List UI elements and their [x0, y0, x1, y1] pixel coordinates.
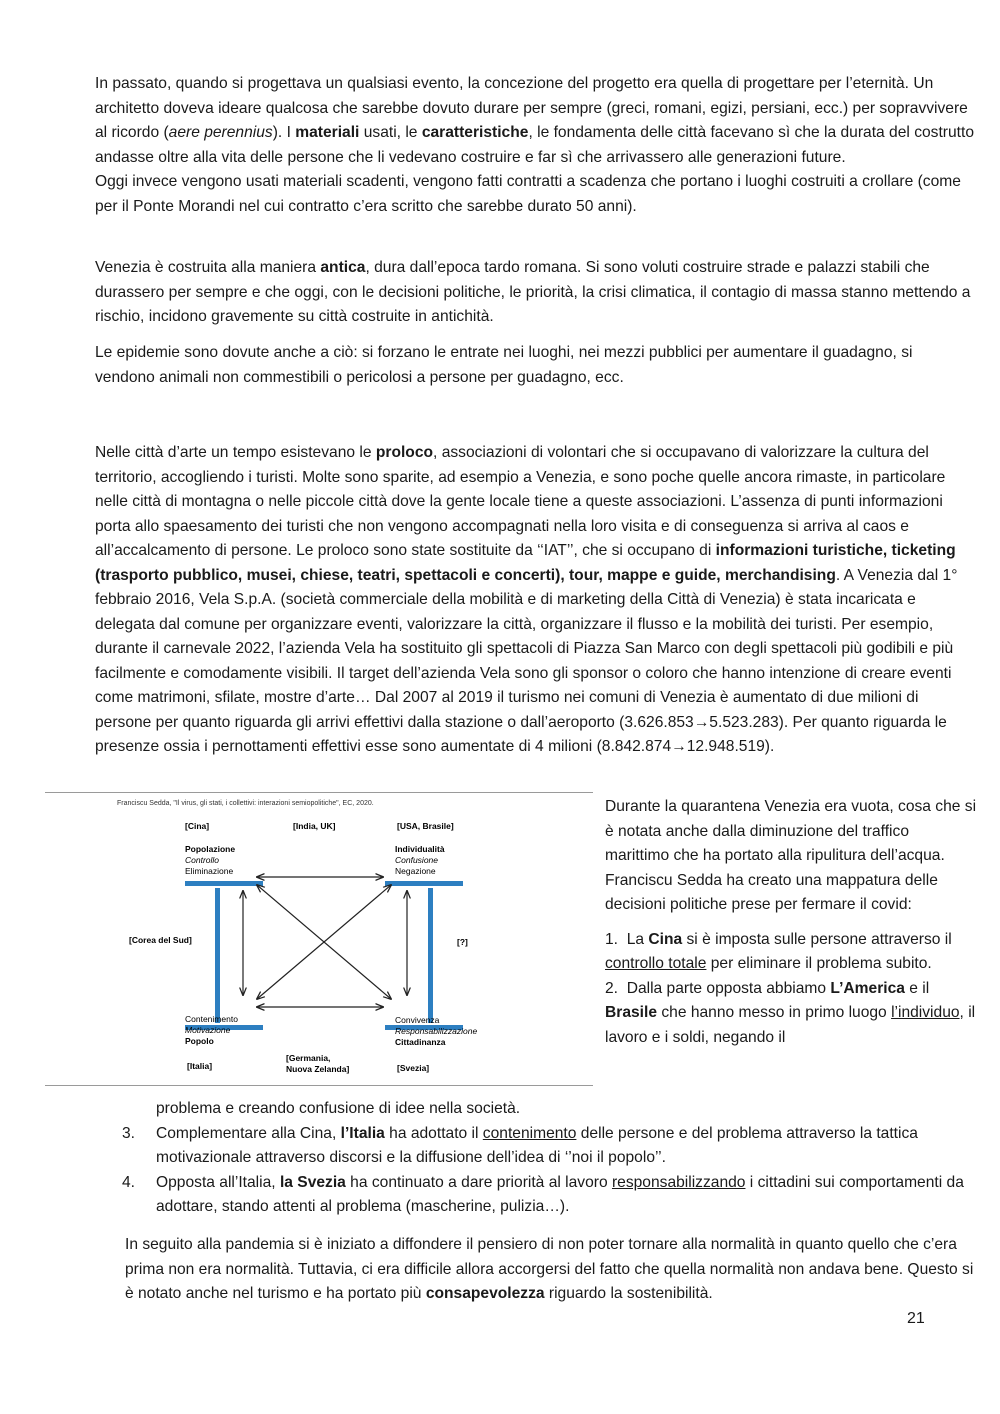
- italic-text: aere perennius: [168, 124, 273, 141]
- bold-text: consapevolezza: [425, 1285, 545, 1302]
- side-column-text: [605, 795, 977, 1050]
- top-right-bar: [385, 881, 463, 886]
- semiotic-square-diagram: [45, 793, 593, 1083]
- paragraph-proloco: [95, 441, 975, 760]
- term-controllo: Controllo: [185, 855, 220, 865]
- term-motivazione: Motivazione: [185, 1025, 231, 1035]
- text: per eliminare il problema subito.: [706, 955, 932, 972]
- underlined-text: l’individuo: [891, 1004, 960, 1021]
- text: riguardo la sostenibilità.: [544, 1285, 713, 1302]
- term-convivenza: Convivenza: [395, 1015, 440, 1025]
- page-number: 21: [907, 1310, 925, 1327]
- numbered-list-continued: [95, 1097, 975, 1220]
- text: Opposta all’Italia,: [156, 1173, 280, 1191]
- paragraph-epidemie: Le epidemie sono dovute anche a ciò: si forzano le entrate nei luoghi, nei mezzi pubblici per aumentare il guadagno, si vendono animali non commestibili o pericolosi a persone per guadagno, ecc.: [95, 344, 913, 386]
- text: , il lavoro e i soldi, negando il: [605, 1004, 976, 1046]
- text: Nelle città d’arte un tempo esistevano le: [95, 444, 376, 461]
- bold-text: Cina: [648, 930, 683, 948]
- label-svezia: [Svezia]: [397, 1063, 430, 1073]
- list-item-4: [95, 1171, 975, 1220]
- text: Complementare alla Cina,: [156, 1124, 341, 1142]
- label-cina: [Cina]: [185, 821, 210, 831]
- label-unknown: [?]: [457, 937, 468, 947]
- underlined-text: contenimento: [482, 1124, 577, 1142]
- bold-text: Brasile: [605, 1004, 658, 1021]
- bold-text: caratteristiche: [421, 124, 529, 141]
- text: delle persone e del problema attraverso la tattica motivazionale attraverso discorsi e la diffusione dell’idea di ‘’noi il popolo’’.: [156, 1124, 918, 1166]
- sedda-diagram-figure: [45, 792, 593, 1086]
- list-item-2: [605, 977, 977, 1051]
- top-left-bar: [185, 881, 263, 886]
- list-number: 1.: [605, 930, 619, 948]
- text: ha continuato a dare priorità al lavoro: [345, 1173, 612, 1191]
- left-vertical-bar: [215, 888, 220, 1023]
- underlined-text: responsabilizzando: [611, 1173, 746, 1191]
- bold-text: informazioni turistiche, ticketing (trasporto pubblico, musei, chiese, teatri, spettacoli e concerti), tour, mappe e guide, merchandising: [95, 542, 956, 584]
- bold-text: materiali: [295, 124, 360, 141]
- list-item-2-continuation: [95, 1097, 975, 1122]
- term-negazione: Negazione: [395, 866, 436, 876]
- bold-text: la Svezia: [279, 1173, 346, 1191]
- list-number: 2.: [605, 979, 619, 997]
- list-item-3: [95, 1122, 975, 1171]
- term-eliminazione: Eliminazione: [185, 866, 234, 876]
- label-nuova-zelanda: Nuova Zelanda]: [286, 1064, 350, 1074]
- term-cittadinanza: Cittadinanza: [395, 1037, 446, 1047]
- paragraph-past-architecture: [95, 72, 975, 219]
- bold-text: proloco: [375, 444, 434, 461]
- paragraph-normalita: [125, 1233, 975, 1307]
- text: usati, le: [359, 124, 422, 141]
- text: ha adottato il: [384, 1124, 483, 1142]
- text: , associazioni di volontari che si occupavano di valorizzare la cultura del territorio, accogliendo i turisti. Molte sono sparite, ad esempio a Venezia, e sono poche quelle ancora rimaste, in particolare nelle città di montagna o nelle piccole città dove la gente locale tiene a queste associazioni. L’assenza di punti informazioni porta allo spaesamento dei turisti che non vengono accompagnati nella loro visita e di conseguenza si arriva al caos e all’accalcamento di persone. Le proloco sono state sostituite da ‘‘IAT’’, che si occupano di: [95, 444, 946, 559]
- text: i cittadini sui comportamenti da adottare, stando attenti al problema (mascherine, pulizia…).: [156, 1173, 964, 1215]
- text: Venezia è costruita alla maniera: [95, 259, 321, 276]
- label-germania: [Germania,: [286, 1053, 331, 1063]
- text: e il: [904, 979, 930, 997]
- term-confusione: Confusione: [395, 855, 439, 865]
- text: ). I: [272, 124, 296, 141]
- text: problema e creando confusione di idee nella società.: [156, 1100, 521, 1117]
- label-italia: [Italia]: [187, 1061, 213, 1071]
- bold-text: antica: [320, 259, 366, 276]
- term-individualita: Individualità: [395, 844, 445, 854]
- text: Oggi invece vengono usati materiali scadenti, vengono fatti contratti a scadenza che portano i luoghi costruiti a crollare (come per il Ponte Morandi nel cui contratto c’era scritto che sarebbe durato 50 anni).: [95, 173, 961, 215]
- text: La: [626, 930, 649, 948]
- quarantena-paragraph: Durante la quarantena Venezia era vuota, cosa che si è notata anche dalla diminuzione del traffico marittimo che ha portato alla ripulitura dell’acqua. Franciscu Sedda ha creato una mappatura delle decisioni politiche prese per fermare il covid:: [605, 798, 977, 913]
- text: si è imposta sulle persone attraverso il: [682, 930, 952, 948]
- text: , le fondamenta delle città facevano sì che la durata del costrutto andasse oltre alla vita delle persone che li vedevano costruire e far sì che arrivassero alle generazioni future.: [95, 124, 974, 166]
- text: . A Venezia dal 1° febbraio 2016, Vela S.p.A. (società commerciale della mobilità e di marketing della Città di Venezia) è stata incaricata e delegata dal comune per organizzare eventi, valorizzare la città, organizzare il flusso e la mobilità dei turisti. Per esempio, durante il carnevale 2022, l’azienda Vela ha sostituito gli spettacoli di Piazza San Marco con degli spettacoli più godibili e più facilmente e comodamente visibili. Il target dell’azienda Vela sono gli sponsor o coloro che hanno intenzione di creare eventi come matrimoni, sfilate, mostre d’arte… Dal 2007 al 2019 il turismo nei comuni di Venezia è aumentato di due milioni di persone per quanto riguarda gli arrivi effettivi dalla stazione o dall’aeroporto (3.626.853→5.523.283). Per quanto riguarda le presenze ossia i pernottamenti effettivi esse sono aumentate di 4 milioni (8.842.874→12.948.519).: [95, 566, 958, 755]
- right-vertical-bar: [428, 888, 433, 1023]
- label-india-uk: [India, UK]: [293, 821, 336, 831]
- list-number: 3.: [122, 1124, 136, 1142]
- text: , dura dall’epoca tardo romana. Si sono voluti costruire strade e palazzi stabili che durassero per sempre e che oggi, con le decisioni politiche, le priorità, la crisi climatica, il contagio di massa stanno mettendo a rischio, incidono gravemente su città costruite in antichità.: [95, 259, 971, 325]
- text: che hanno messo in primo luogo: [657, 1004, 892, 1021]
- text: In seguito alla pandemia si è iniziato a diffondere il pensiero di non poter tornare alla normalità in quanto quello che c’era prima non era normalità. Tuttavia, ci era difficile allora accorgersi del fatto che quella normalità non andava bene. Questo si è notato anche nel turismo e ha portato più: [125, 1236, 974, 1302]
- list-item-1: [605, 928, 977, 977]
- underlined-text: controllo totale: [605, 955, 707, 972]
- label-corea-del-sud: [Corea del Sud]: [129, 935, 192, 945]
- term-popolazione: Popolazione: [185, 844, 236, 854]
- list-number: 4.: [122, 1173, 136, 1191]
- term-popolo: Popolo: [185, 1036, 214, 1046]
- paragraph-venezia: [95, 256, 975, 330]
- bold-text: L’America: [830, 979, 905, 997]
- term-contenimento: Contenimento: [185, 1014, 238, 1024]
- label-usa-brasile: [USA, Brasile]: [397, 821, 454, 831]
- term-responsabilizzazione: Responsabilizzazione: [395, 1026, 478, 1036]
- bold-text: l’Italia: [340, 1124, 385, 1142]
- figure-caption: Franciscu Sedda, "Il virus, gli stati, i collettivi: interazioni semiopolitiche", EC, 2020.: [117, 800, 374, 807]
- text: Dalla parte opposta abbiamo: [626, 979, 831, 997]
- text: In passato, quando si progettava un qualsiasi evento, la concezione del progetto era quella di progettare per l’eternità. Un architetto doveva ideare qualcosa che sarebbe dovuto durare per sempre (greci, romani, egizi, persiani, ecc.) per sopravvivere al ricordo (: [95, 75, 968, 141]
